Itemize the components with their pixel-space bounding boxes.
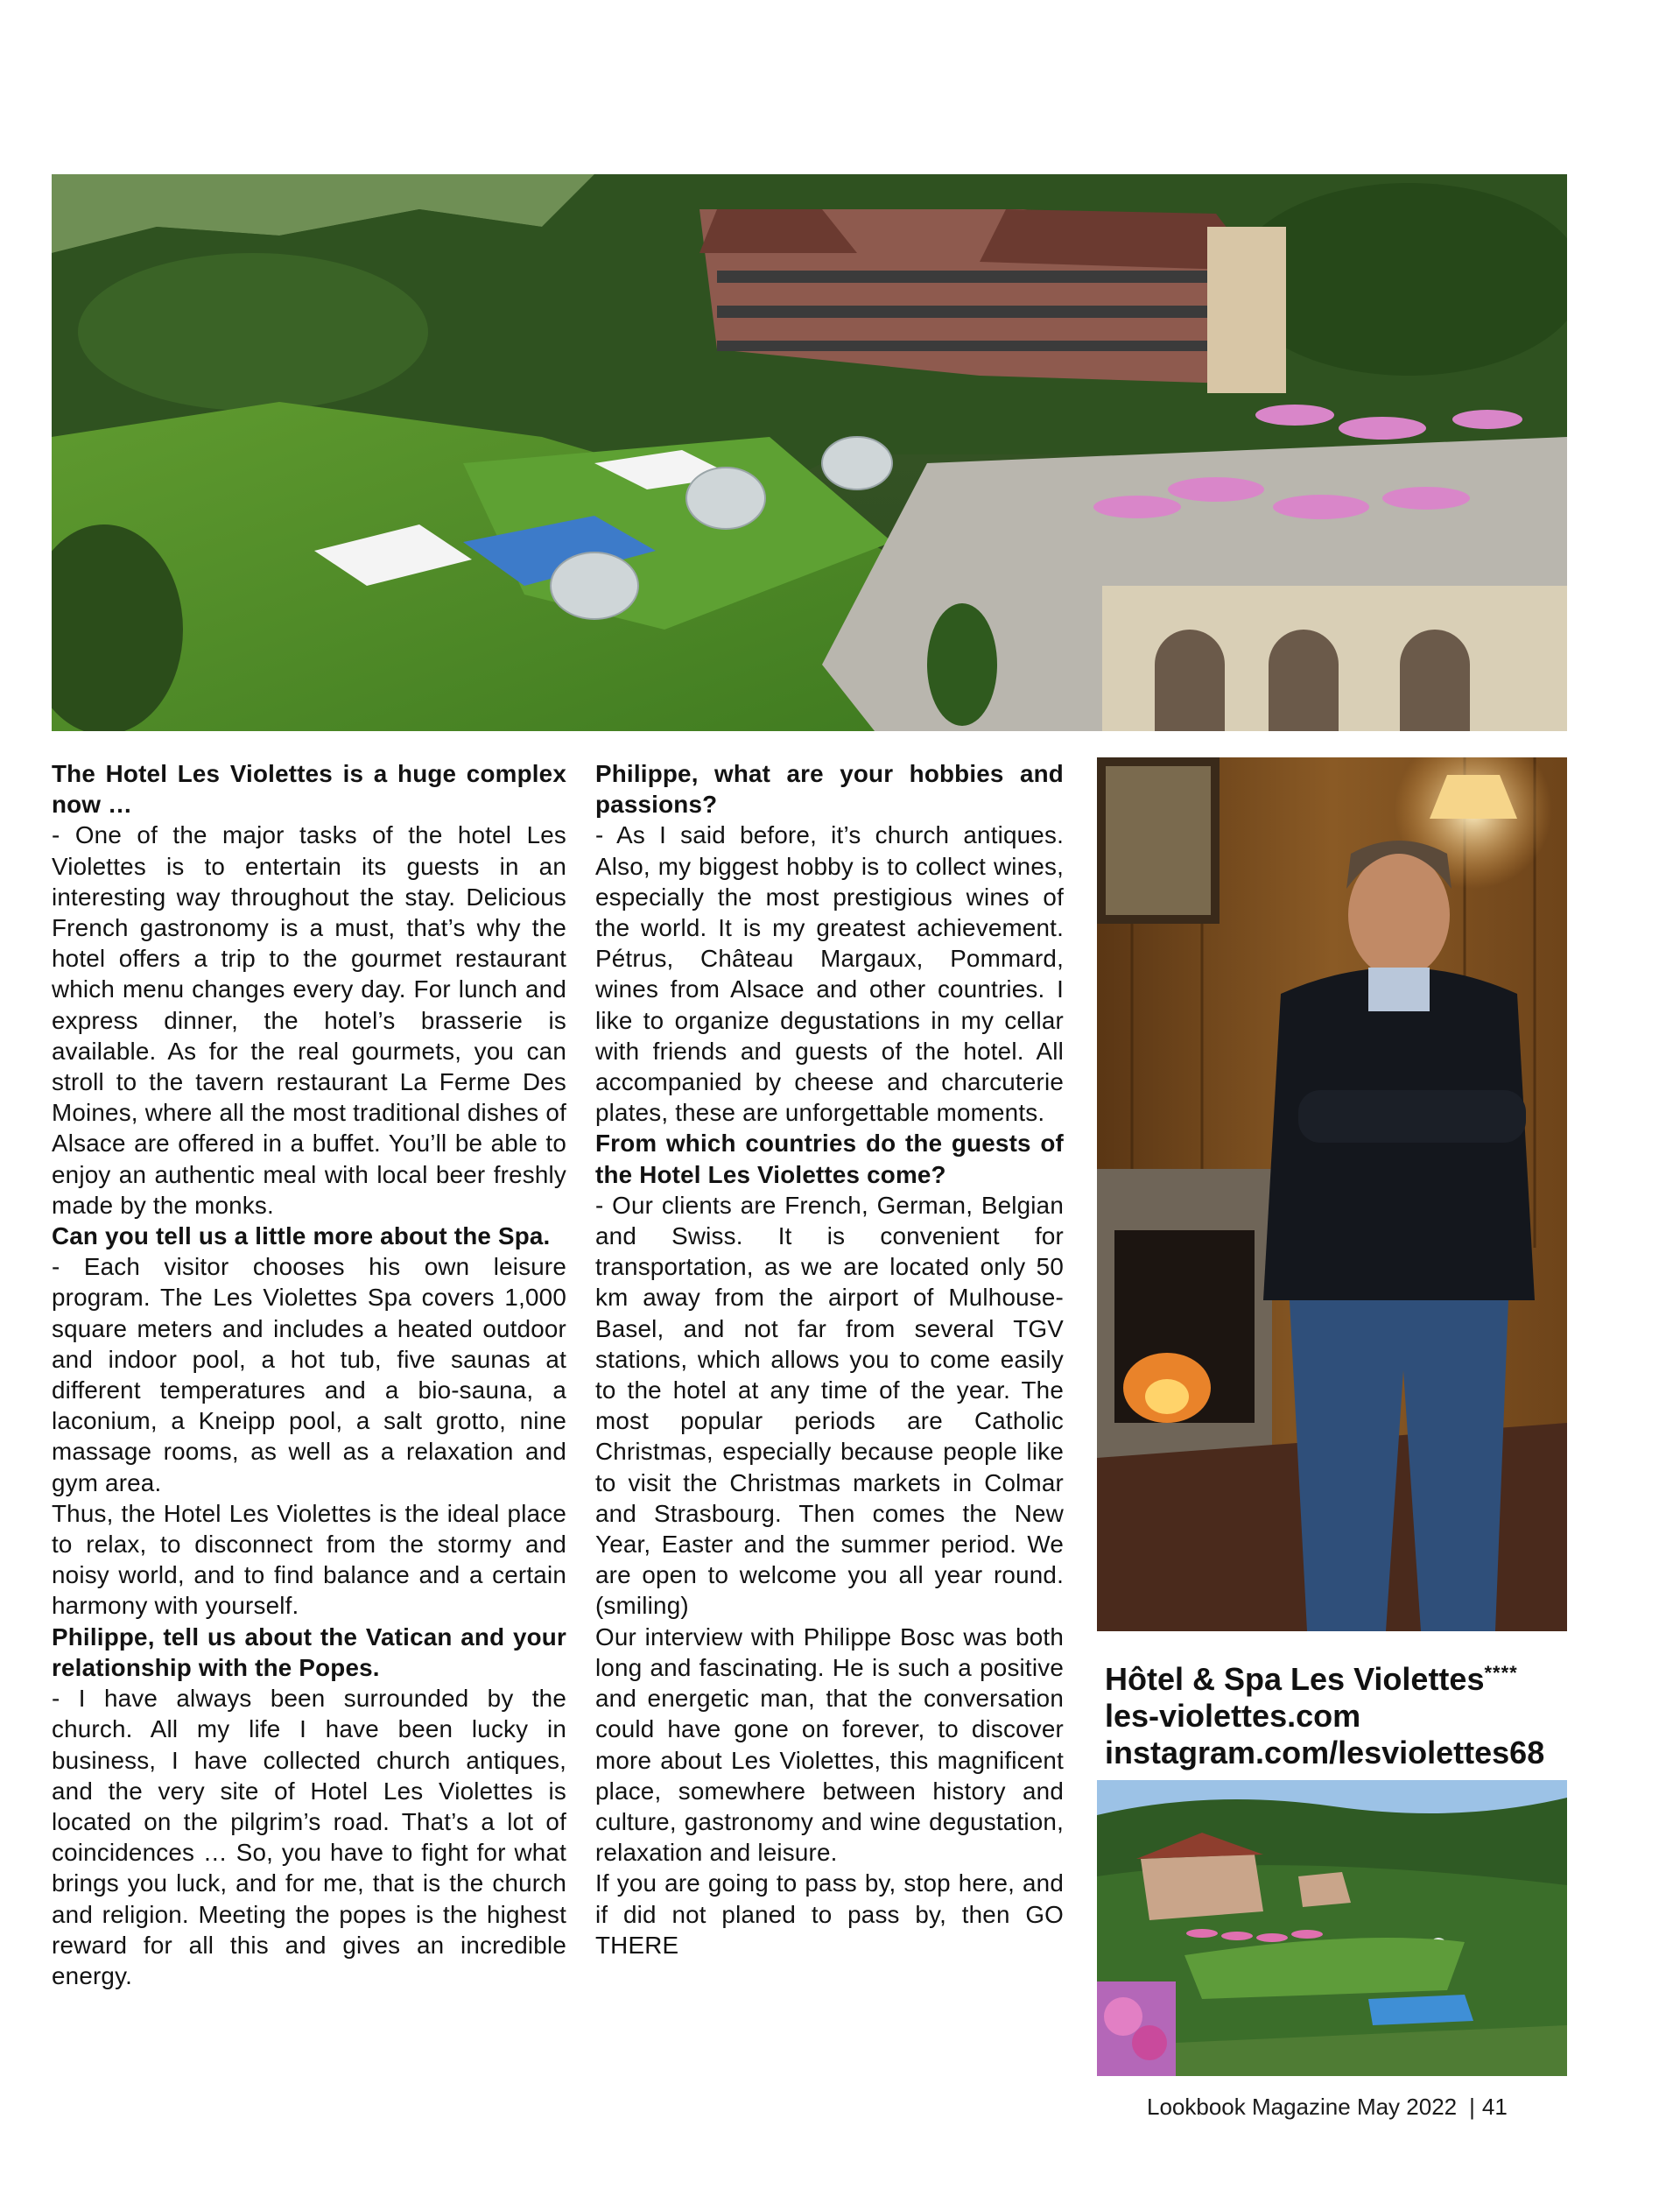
interview-answer: Our interview with Philippe Bosc was both long and fascinating. He is such a positive and energetic man, that the conversation could have gone on forever, to discover more about Les Violettes, this magnificent place, somewhere between history and culture, gastronomy and wine degustation, relaxation and leisure. bbox=[595, 1622, 1064, 1867]
page-footer bbox=[1147, 2093, 1569, 2121]
interview-question: From which countries do the guests of the Hotel Les Violettes come? bbox=[595, 1130, 1064, 1188]
page-number: 41 bbox=[1481, 2094, 1508, 2120]
hotel-star-rating: **** bbox=[1484, 1662, 1518, 1684]
philippe-bosc-portrait bbox=[1097, 757, 1567, 1631]
interview-question: The Hotel Les Violettes is a huge complex now … bbox=[52, 760, 566, 819]
interview-answer: - Each visitor chooses his own leisure program. The Les Violettes Spa covers 1,000 square meters and includes a heated outdoor and indoor pool, a hot tub, five saunas at different temperatures and a bio-sauna, a laconium, a Kneipp pool, a salt grotto, nine massage rooms, as well as a relaxation and gym area. bbox=[52, 1253, 566, 1496]
magazine-issue: Lookbook Magazine May 2022 bbox=[1147, 2094, 1458, 2120]
interview-answer: - Our clients are French, German, Belgian and Swiss. It is convenient for transportation, as we are located only 50 km away from the airport of Mulhouse-Basel, and not far from several TGV stations, which allows you to come easily to the hotel at any time of the year. The most popular periods are Catholic Christmas, especially because people like to visit the Christmas markets in Colmar and Strasbourg. Then comes the New Year, Easter and the summer period. We are open to welcome you all year round. (smiling) bbox=[595, 1191, 1064, 1620]
interview-question: Philippe, what are your hobbies and passions? bbox=[595, 760, 1064, 819]
interview-question: Philippe, tell us about the Vatican and your relationship with the Popes. bbox=[52, 1622, 566, 1681]
hotel-name: Hôtel & Spa Les Violettes**** bbox=[1105, 1661, 1518, 1697]
interview-answer: - As I said before, it’s church antiques. Also, my biggest hobby is to collect wines, especially the most prestigious wines of the world. It is my greatest achievement. Pétrus, Château Margaux, Pommard, wines from Alsace and other countries. I like to organize degustations in my cellar with friends and guests of the hotel. All accompanied by cheese and charcuterie plates, these are unforgettable moments. bbox=[595, 821, 1064, 1127]
article-column-1 bbox=[52, 758, 566, 1991]
interview-answer: If you are going to pass by, stop here, and if did not planed to pass by, then GO THERE bbox=[595, 1869, 1064, 1959]
interview-answer: - I have always been surrounded by the church. All my life I have been lucky in business, I have collected church antiques, and the very site of Hotel Les Violettes is located on the pilgrim’s road. That’s a lot of coincidences … So, you have to fight for what brings you luck, and for me, that is the church and religion. Meeting the popes is the highest reward for all this and gives an incredible energy. bbox=[52, 1685, 566, 1989]
hotel-website-link[interactable]: les-violettes.com bbox=[1105, 1698, 1361, 1734]
interview-answer: - One of the major tasks of the hotel Les Violettes is to entertain its guests in an interesting way throughout the stay. Delicious French gastronomy is a must, that’s why the hotel offers a trip to the gourmet restaurant which menu changes every day. For lunch and express dinner, the hotel’s brasserie is available. As for the real gourmets, you can stroll to the tavern restaurant La Ferme Des Moines, where all the most traditional dishes of Alsace are offered in a buffet. You’ll be able to enjoy an authentic meal with local beer freshly made by the monks. bbox=[52, 821, 566, 1219]
interview-answer: Thus, the Hotel Les Violettes is the ideal place to relax, to disconnect from the stormy and noisy world, and to find balance and a certain harmony with yourself. bbox=[52, 1499, 566, 1620]
footer-separator: | bbox=[1469, 2094, 1475, 2120]
hotel-aerial-photo bbox=[52, 174, 1567, 731]
hotel-caption bbox=[1105, 1655, 1595, 1771]
hotel-instagram-link[interactable]: instagram.com/lesviolettes68 bbox=[1105, 1735, 1545, 1770]
hotel-valley-photo bbox=[1097, 1780, 1567, 2076]
interview-question: Can you tell us a little more about the Spa. bbox=[52, 1222, 551, 1250]
article-column-2 bbox=[595, 758, 1064, 1960]
